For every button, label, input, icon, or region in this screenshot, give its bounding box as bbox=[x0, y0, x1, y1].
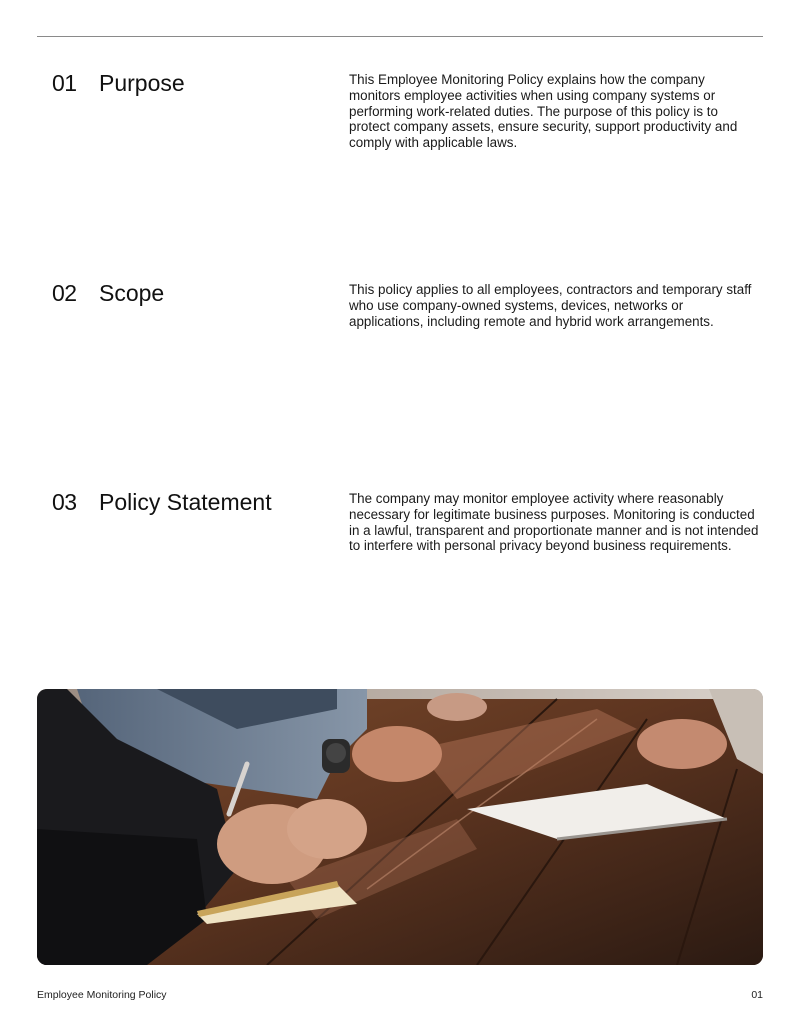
section-number: 03 bbox=[52, 489, 77, 515]
meeting-table-photo bbox=[37, 689, 763, 965]
section-body: This policy applies to all employees, contractors and temporary staff who use company-owned systems, devices, networks or applications, including remote and hybrid work arrangements. bbox=[349, 282, 752, 329]
section-body: The company may monitor employee activity where reasonably necessary for legitimate business purposes. Monitoring is conducted in a lawful, transparent and proportionate manner and is not intended to interfere with personal privacy beyond business requirements. bbox=[349, 491, 759, 554]
section-body: This Employee Monitoring Policy explains how the company monitors employee activities when using company systems or performing work-related duties. The purpose of this policy is to protect company assets, ensure security, support productivity and comply with applicable laws. bbox=[349, 72, 738, 151]
section-heading: Policy Statement bbox=[99, 489, 272, 515]
top-divider bbox=[37, 36, 763, 37]
section-heading: Purpose bbox=[99, 70, 185, 96]
meeting-photo-illustration bbox=[37, 689, 763, 965]
section-heading: Scope bbox=[99, 280, 165, 306]
footer-document-title: Employee Monitoring Policy bbox=[37, 989, 167, 1001]
section-number: 01 bbox=[52, 70, 77, 96]
section-number: 02 bbox=[52, 280, 77, 306]
footer-page-number: 01 bbox=[751, 989, 763, 1001]
